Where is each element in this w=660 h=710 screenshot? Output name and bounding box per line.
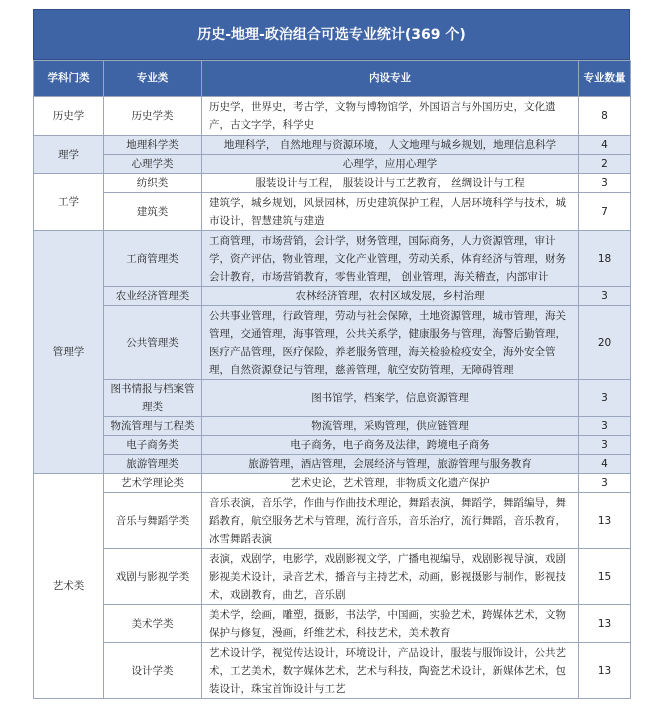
table-row — [34, 417, 631, 436]
table-row — [34, 605, 631, 643]
count-cell: 3 — [579, 474, 631, 493]
count-cell: 13 — [579, 493, 631, 549]
table-row — [34, 643, 631, 699]
table-row — [34, 193, 631, 231]
class-cell: 戏剧与影视学类 — [104, 549, 202, 605]
header-class: 专业类 — [104, 61, 202, 97]
table-row — [34, 549, 631, 605]
stats-table-container — [33, 9, 630, 699]
majors-cell: 图书馆学，档案学，信息资源管理 — [202, 380, 579, 417]
table-row — [34, 493, 631, 549]
category-cell: 管理学 — [34, 231, 104, 474]
count-cell: 15 — [579, 549, 631, 605]
table-row — [34, 436, 631, 455]
count-cell: 3 — [579, 287, 631, 306]
class-cell: 工商管理类 — [104, 231, 202, 287]
class-cell: 公共管理类 — [104, 306, 202, 380]
category-cell: 历史学 — [34, 97, 104, 136]
majors-cell: 农林经济管理，农村区域发展，乡村治理 — [202, 287, 579, 306]
majors-cell: 服装设计与工程， 服装设计与工艺教育， 丝绸设计与工程 — [202, 174, 579, 193]
majors-cell: 旅游管理，酒店管理，会展经济与管理，旅游管理与服务教育 — [202, 455, 579, 474]
header-row — [34, 61, 631, 97]
count-cell: 8 — [579, 97, 631, 136]
class-cell: 纺织类 — [104, 174, 202, 193]
count-cell: 4 — [579, 455, 631, 474]
header-count: 专业数量 — [579, 61, 631, 97]
count-cell: 4 — [579, 136, 631, 155]
class-cell: 旅游管理类 — [104, 455, 202, 474]
category-cell: 工学 — [34, 174, 104, 231]
majors-cell: 物流管理，采购管理，供应链管理 — [202, 417, 579, 436]
majors-cell: 公共事业管理，行政管理，劳动与社会保障，土地资源管理，城市管理，海关管理，交通管理，海事管理，公共关系学，健康服务与管理，海警后勤管理，医疗产品管理，医疗保险，养老服务管理，海关检验检疫安全，海外安全管理，自然资源登记与管理，慈善管理，航空安防管理，无障碍管理 — [202, 306, 579, 380]
class-cell: 物流管理与工程类 — [104, 417, 202, 436]
header-category: 学科门类 — [34, 61, 104, 97]
class-cell: 艺术学理论类 — [104, 474, 202, 493]
table-row — [34, 97, 631, 136]
class-cell: 电子商务类 — [104, 436, 202, 455]
class-cell: 农业经济管理类 — [104, 287, 202, 306]
class-cell: 图书情报与档案管理类 — [104, 380, 202, 417]
majors-cell: 工商管理，市场营销，会计学，财务管理，国际商务，人力资源管理，审计学，资产评估，物业管理，文化产业管理，劳动关系，体育经济与管理，财务会计教育，市场营销教育，零售业管理， 创业管理，海关稽查，内部审计 — [202, 231, 579, 287]
majors-cell: 艺术史论，艺术管理，非物质文化遗产保护 — [202, 474, 579, 493]
majors-cell: 历史学，世界史，考古学，文物与博物馆学，外国语言与外国历史，文化遗产，古文字学，科学史 — [202, 97, 579, 136]
table-row — [34, 380, 631, 417]
class-cell: 美术学类 — [104, 605, 202, 643]
majors-cell: 建筑学，城乡规划，风景园林，历史建筑保护工程，人居环境科学与技术，城市设计，智慧建筑与建造 — [202, 193, 579, 231]
category-cell: 艺术类 — [34, 474, 104, 699]
count-cell: 3 — [579, 174, 631, 193]
count-cell: 3 — [579, 380, 631, 417]
class-cell: 建筑类 — [104, 193, 202, 231]
class-cell: 设计学类 — [104, 643, 202, 699]
majors-cell: 表演，戏剧学，电影学，戏剧影视文学，广播电视编导，戏剧影视导演，戏剧影视美术设计，录音艺术，播音与主持艺术，动画，影视摄影与制作，影视技术，戏剧教育，曲艺，音乐剧 — [202, 549, 579, 605]
header-majors: 内设专业 — [202, 61, 579, 97]
table-row — [34, 306, 631, 380]
table-row — [34, 455, 631, 474]
table-title: 历史-地理-政治组合可选专业统计(369 个) — [33, 9, 630, 60]
count-cell: 3 — [579, 436, 631, 455]
class-cell: 音乐与舞蹈学类 — [104, 493, 202, 549]
count-cell: 2 — [579, 155, 631, 174]
class-cell: 历史学类 — [104, 97, 202, 136]
majors-cell: 电子商务，电子商务及法律，跨境电子商务 — [202, 436, 579, 455]
table-row — [34, 287, 631, 306]
category-cell: 理学 — [34, 136, 104, 174]
table-row — [34, 155, 631, 174]
count-cell: 13 — [579, 643, 631, 699]
class-cell: 地理科学类 — [104, 136, 202, 155]
count-cell: 18 — [579, 231, 631, 287]
majors-table — [33, 60, 631, 699]
majors-cell: 艺术设计学，视觉传达设计，环境设计，产品设计，服装与服饰设计，公共艺术，工艺美术，数字媒体艺术，艺术与科技，陶瓷艺术设计，新媒体艺术，包装设计，珠宝首饰设计与工艺 — [202, 643, 579, 699]
count-cell: 13 — [579, 605, 631, 643]
table-row — [34, 474, 631, 493]
majors-cell: 心理学，应用心理学 — [202, 155, 579, 174]
majors-cell: 美术学，绘画，雕塑，摄影，书法学，中国画，实验艺术，跨媒体艺术，文物保护与修复，漫画，纤维艺术，科技艺术，美术教育 — [202, 605, 579, 643]
count-cell: 20 — [579, 306, 631, 380]
count-cell: 7 — [579, 193, 631, 231]
count-cell: 3 — [579, 417, 631, 436]
class-cell: 心理学类 — [104, 155, 202, 174]
table-row — [34, 136, 631, 155]
majors-cell: 地理科学， 自然地理与资源环境， 人文地理与城乡规划，地理信息科学 — [202, 136, 579, 155]
majors-cell: 音乐表演，音乐学，作曲与作曲技术理论，舞蹈表演，舞蹈学，舞蹈编导，舞蹈教育，航空服务艺术与管理，流行音乐，音乐治疗，流行舞蹈，音乐教育，冰雪舞蹈表演 — [202, 493, 579, 549]
table-row — [34, 231, 631, 287]
table-row — [34, 174, 631, 193]
